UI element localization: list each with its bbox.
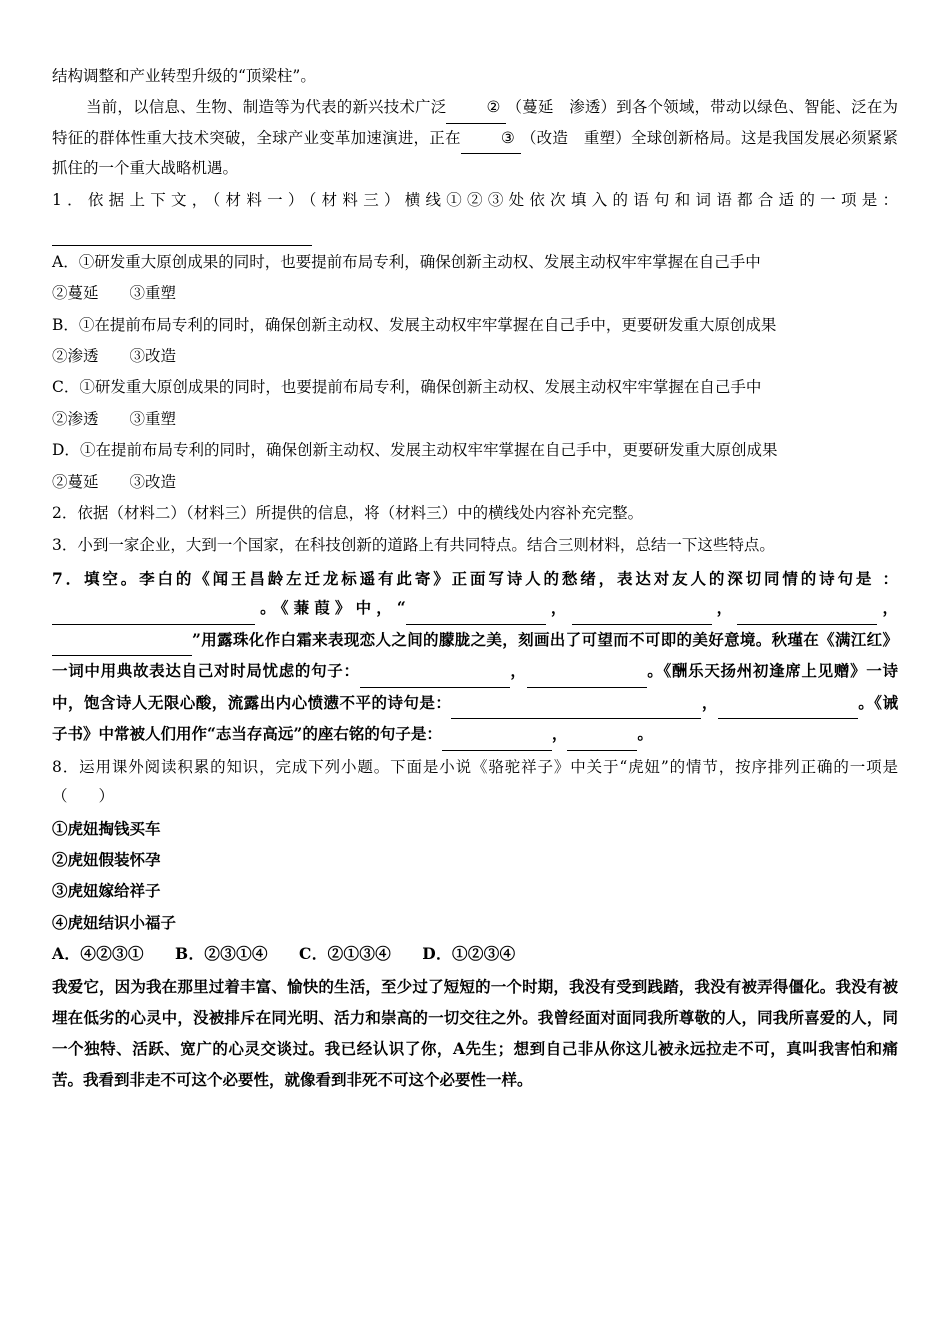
option-text: ①在提前布局专利的同时，确保创新主动权、发展主动权牢牢掌握在自己手中，更要研发重大原创成果	[79, 441, 778, 460]
question-7-text-4: 。《酬乐天扬州初逢席上见赠》一诗中，饱含诗人无限心酸，流露出内心愤懑不平的诗句是：	[52, 661, 898, 712]
question-1-stem-text: 1．依据上下文，（材料一）（材料三）横线①②③处依次填入的语句和词语都合适的一项是：	[52, 190, 898, 209]
blank-mark-2: ②	[446, 93, 506, 123]
answer-option-b[interactable]: B．②③①④	[174, 944, 268, 964]
fill-blank[interactable]	[567, 720, 637, 750]
question-1-option-a[interactable]	[52, 248, 898, 277]
list-item: ①虎妞掏钱买车	[52, 818, 161, 838]
question-2: 2．依据（材料二）（材料三）所提供的信息，将（材料三）中的横线处内容补充完整。	[52, 504, 644, 523]
blank-mark-3: ③	[461, 124, 521, 154]
fill-blank[interactable]	[572, 594, 712, 624]
answer-option-d[interactable]: D．①②③④	[422, 944, 516, 964]
question-7-text-1: 7．填空。李白的《闻王昌龄左迁龙标遥有此寄》正面写诗人的愁绪，表达对友人的深切同情的诗句是 ：	[52, 569, 898, 588]
fill-blank[interactable]	[737, 594, 877, 624]
fill-blank[interactable]	[52, 626, 192, 656]
paragraph-1: 结构调整和产业转型升级的“顶梁柱”。	[52, 67, 316, 85]
option-label: C．	[52, 378, 80, 397]
answer-option-c[interactable]: C．②①③④	[298, 944, 392, 964]
paragraph-2-part-c: （改造 重塑）全球创新格局。这是我国发展必须紧紧抓住的一个重大战略机遇。	[52, 128, 898, 178]
question-8-stem: 8．运用课外阅读积累的知识，完成下列小题。下面是小说《骆驼祥子》中关于“虎妞”的情节，按序排列正确的一项是（ ）	[52, 757, 898, 806]
question-1-option-c[interactable]	[52, 373, 898, 402]
fill-blank[interactable]	[227, 594, 255, 624]
option-label: B．	[52, 315, 79, 334]
fill-blank[interactable]	[406, 594, 546, 624]
option-words: ②蔓延 ③重塑	[52, 284, 177, 303]
reading-passage: 我爱它，因为我在那里过着丰富、愉快的生活，至少过了短短的一个时期，我没有受到践踏，我没有被弄得僵化。我没有被埋在低劣的心灵中，没被排斥在同光明、活力和崇高的一切交往之外。我曾经面对面同我所尊敬的人，同我所喜爱的人，同一个独特、活跃、宽广的心灵交谈过。我已经认识了你，A先生；想到自己非从你这儿被永远拉走不可，真叫我害怕和痛苦。我看到非走不可这个必要性，就像看到非死不可这个必要性一样。	[52, 976, 898, 1089]
question-8-answers	[52, 939, 898, 968]
answer-blank[interactable]	[52, 215, 312, 245]
paragraph-2-part-a: 当前，以信息、生物、制造等为代表的新兴技术广泛	[86, 98, 447, 117]
question-1-stem	[52, 186, 898, 246]
question-8-items	[52, 814, 898, 938]
list-item: ②虎妞假装怀孕	[52, 849, 161, 869]
answer-option-a[interactable]: A．④②③①	[52, 944, 144, 964]
question-1-option-d-line2	[52, 468, 898, 497]
question-7-text-6: 。	[637, 724, 653, 744]
option-label: A．	[52, 252, 79, 271]
question-3: 3．小到一家企业，大到一个国家，在科技创新的道路上有共同特点。结合三则材料，总结一下这些特点。	[52, 535, 775, 554]
question-7-text-5: 。《诫子书》中常被人们用作“志当存高远”的座右铭的句子是：	[52, 692, 898, 744]
option-text: ①在提前布局专利的同时，确保创新主动权、发展主动权牢牢掌握在自己手中，更要研发重大原创成果	[78, 315, 777, 334]
option-label: D．	[52, 441, 80, 460]
paragraph-2	[52, 93, 898, 183]
option-text: ①研发重大原创成果的同时，也要提前布局专利，确保创新主动权、发展主动权牢牢掌握在自己手中	[79, 378, 762, 397]
paragraph-2-part-b: （蔓延 渗透）到各个领域，带动以绿色、智能、泛在为特征的群体性重大技术突破，全球产业变革加速演进，正在	[52, 98, 898, 147]
question-7-text-2: 。《蒹葭》中，“	[255, 598, 406, 618]
question-1-option-c-line2	[52, 405, 898, 434]
option-words: ②渗透 ③重塑	[52, 409, 177, 428]
fill-blank[interactable]	[52, 594, 227, 624]
fill-blank[interactable]	[442, 720, 552, 750]
question-1-option-d[interactable]	[52, 436, 898, 465]
fill-blank[interactable]	[527, 657, 647, 687]
fill-blank[interactable]	[718, 689, 858, 719]
option-words: ②蔓延 ③改造	[52, 472, 177, 491]
question-1-option-b-line2	[52, 342, 898, 371]
question-7-text-3: ”用露珠化作白霜来表现恋人之间的朦胧之美，刻画出了可望而不可即的美好意境。秋瑾在《满江红》一词中用典故表达自己对时局忧虑的句子：	[52, 629, 898, 681]
list-item: ④虎妞结识小福子	[52, 912, 177, 932]
fill-blank[interactable]	[451, 689, 701, 719]
list-item: ③虎妞嫁给祥子	[52, 881, 161, 901]
question-7: 7．填空。李白的《闻王昌龄左迁龙标遥有此寄》正面写诗人的愁绪，表达对友人的深切同情的诗句是 ： 。《蒹葭》中，“ ， ， ， ”用露珠化作白霜来表现恋人之间的朦胧之美，刻画出了可望而不可即的美好意境。秋瑾在《满江红》一词中用典故表达自己对时局忧虑的句子： ， 。《酬乐天扬州初逢席上见赠》一诗中，饱含诗人无限心酸，流露出内心愤懑不平的诗句是： ， 。《诫子书》中常被人们用作“志当存高远”的座右铭的句子是： ， 。	[52, 564, 898, 751]
fill-blank[interactable]	[360, 657, 510, 687]
question-1-option-a-line2	[52, 279, 898, 308]
question-1-option-b[interactable]	[52, 311, 898, 340]
option-text: ①研发重大原创成果的同时，也要提前布局专利，确保创新主动权、发展主动权牢牢掌握在自己手中	[78, 252, 761, 271]
option-words: ②渗透 ③改造	[52, 346, 177, 365]
